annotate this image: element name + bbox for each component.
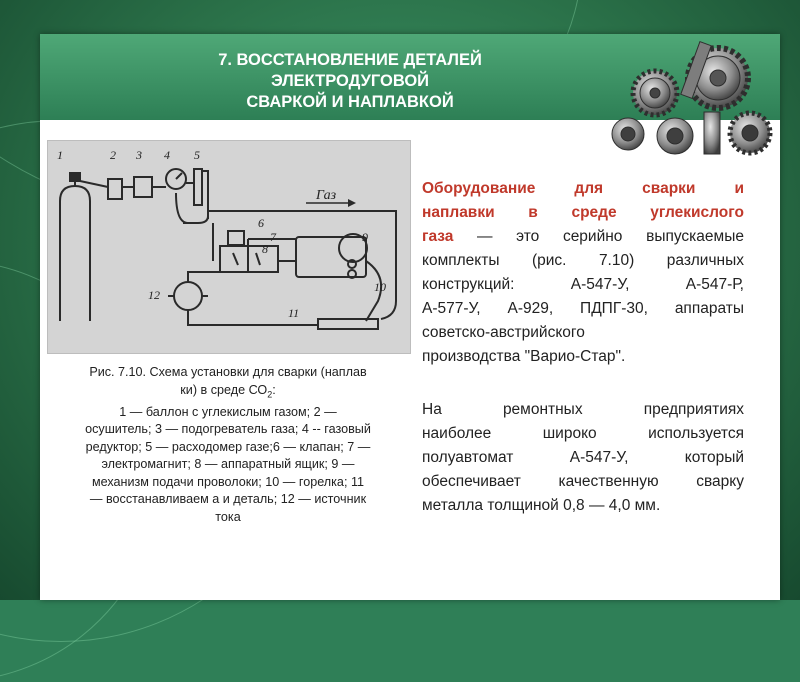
paragraph-line <box>422 446 744 470</box>
paragraph-line <box>422 201 744 225</box>
diagram-label: 10 <box>374 280 386 294</box>
diagram-label: 11 <box>288 306 300 320</box>
slide-title-line: СВАРКОЙ И НАПЛАВКОЙ <box>246 93 454 111</box>
caption-line: 1 — баллон с углекислым газом; 2 — <box>119 404 337 419</box>
diagram-label: 5 <box>194 148 200 162</box>
diagram-drawing <box>48 141 410 353</box>
caption-line: тока <box>215 509 241 524</box>
caption-line: редуктор; 5 — расходомер газе;6 — клапан; 7 — <box>85 439 371 454</box>
word: обеспечивает <box>422 473 521 490</box>
diagram-label: 4 <box>164 148 170 162</box>
word: наплавки <box>422 204 495 221</box>
word: сварки <box>642 180 696 197</box>
word: выпускаемые <box>646 228 744 245</box>
word: среде <box>571 204 617 221</box>
word: углекислого <box>650 204 744 221</box>
paragraph-line <box>422 225 744 249</box>
word: Оборудование <box>422 180 536 197</box>
word: наиболее <box>422 425 492 442</box>
slide-title <box>115 50 585 113</box>
word: в <box>528 204 538 221</box>
word: ПДПГ-30, <box>580 300 648 317</box>
caption-line: механизм подачи проволоки; 10 — горелка; 11 <box>91 474 365 489</box>
word: который <box>684 449 744 466</box>
paragraph-line: советско-австрийского <box>422 324 585 341</box>
word: полуавтомат <box>422 449 514 466</box>
figure-caption <box>52 364 404 526</box>
word: газа <box>422 228 454 245</box>
word: ремонтных <box>502 401 583 418</box>
diagram-label: 3 <box>136 148 142 162</box>
caption-subscript: 2 <box>267 389 273 400</box>
paragraph-line <box>422 470 744 494</box>
caption-line: — восстанавливаем а и деталь; 12 — источник <box>89 492 367 507</box>
caption-line: Рис. 7.10. Схема установки для сварки (наплав <box>89 365 367 379</box>
paragraph-line: производства "Варио-Стар". <box>422 348 626 365</box>
diagram-label: 8 <box>262 242 268 256</box>
gas-label: Газ <box>316 188 337 203</box>
semiautomatic-paragraph <box>422 398 744 518</box>
word: 7.10) <box>598 252 635 269</box>
equipment-paragraph <box>422 177 744 369</box>
slide-title-line: ЭЛЕКТРОДУГОВОЙ <box>270 72 430 90</box>
word: — <box>477 228 493 245</box>
diagram-label: 12 <box>148 288 160 302</box>
paragraph-line <box>422 398 744 422</box>
word: А-577-У, <box>422 300 481 317</box>
word: серийно <box>562 228 623 245</box>
word: А-929, <box>507 300 554 317</box>
paragraph-line <box>422 249 744 273</box>
welding-setup-diagram <box>47 140 411 354</box>
word: и <box>734 180 744 197</box>
word: А-547-У, <box>569 449 629 466</box>
word: для <box>574 180 604 197</box>
word: А-547-У, <box>570 276 630 293</box>
word: это <box>516 228 540 245</box>
caption-text: : <box>272 382 276 397</box>
word: аппараты <box>674 300 744 317</box>
paragraph-line <box>422 177 744 201</box>
caption-line <box>52 382 404 404</box>
paragraph-line <box>422 422 744 446</box>
gas-arrow-head-icon <box>348 199 356 207</box>
diagram-label: 7 <box>270 230 276 244</box>
gears-image <box>600 38 780 158</box>
paragraph-line <box>422 273 744 297</box>
paragraph-line: металла толщиной 0,8 — 4,0 мм. <box>422 497 661 514</box>
word: А-547-Р, <box>685 276 744 293</box>
word: (рис. <box>531 252 567 269</box>
word: На <box>422 401 442 418</box>
word: предприятиях <box>643 401 744 418</box>
word: широко <box>542 425 597 442</box>
caption-line: осушитель; 3 — подогреватель газа; 4 -- газовый <box>85 422 371 437</box>
word: конструкций: <box>422 276 515 293</box>
diagram-label: 1 <box>57 148 63 162</box>
caption-line: электромагнит; 8 — аппаратный ящик; 9 — <box>101 457 355 472</box>
word: используется <box>648 425 744 442</box>
diagram-label: 6 <box>258 216 264 230</box>
word: сварку <box>696 473 744 490</box>
diagram-label: 9 <box>362 230 368 244</box>
paragraph-line <box>422 297 744 321</box>
word: различных <box>666 252 744 269</box>
slide-title-line: 7. ВОССТАНОВЛЕНИЕ ДЕТАЛЕЙ <box>218 51 482 69</box>
word: качественную <box>558 473 659 490</box>
caption-text: ки) в среде СО <box>180 382 268 397</box>
word: комплекты <box>422 252 500 269</box>
diagram-label: 2 <box>110 148 116 162</box>
